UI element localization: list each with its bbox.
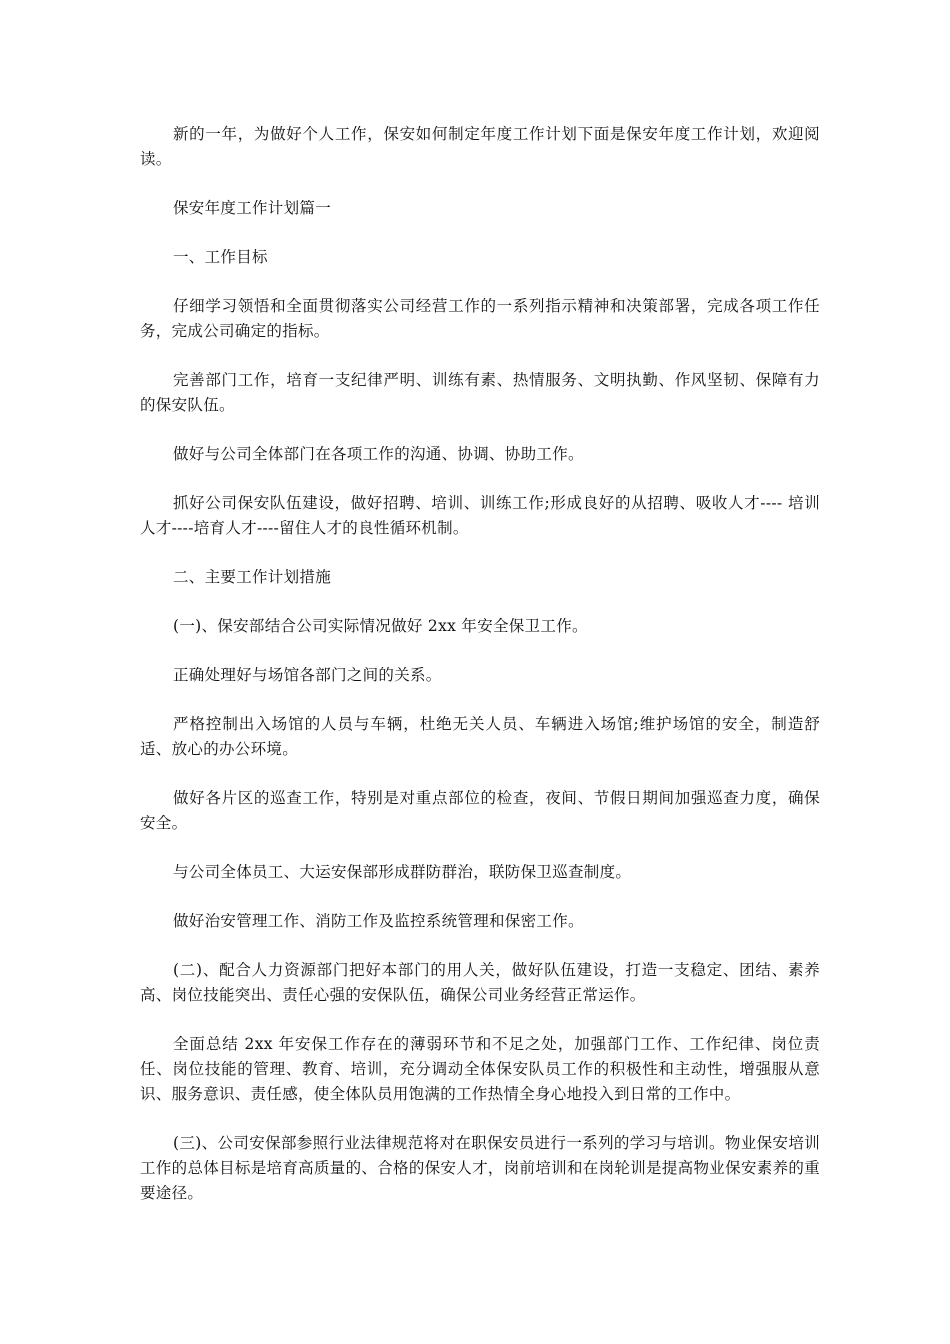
document-body xyxy=(140,122,820,1230)
paragraph-relations: 正确处理好与场馆各部门之间的关系。 xyxy=(173,666,442,684)
paragraph-measure-2: (二)、配合人力资源部门把好本部门的用人关，做好队伍建设，打造一支稳定、团结、素养高、岗位技能突出、责任心强的安保队伍，确保公司业务经营正常运作。 xyxy=(140,961,820,1004)
paragraph-measure-1: (一)、保安部结合公司实际情况做好 2xx 年安全保卫工作。 xyxy=(173,617,588,635)
paragraph-goal-communication: 做好与公司全体部门在各项工作的沟通、协调、协助工作。 xyxy=(173,445,584,463)
paragraph-patrol: 做好各片区的巡查工作，特别是对重点部位的检查，夜间、节假日期间加强巡查力度，确保安全。 xyxy=(140,789,820,832)
intro-paragraph: 新的一年，为做好个人工作，保安如何制定年度工作计划下面是保安年度工作计划，欢迎阅读。 xyxy=(140,125,820,168)
paragraph-joint-defense: 与公司全体员工、大运安保部形成群防群治，联防保卫巡查制度。 xyxy=(173,863,632,881)
document-title: 保安年度工作计划篇一 xyxy=(173,199,332,217)
section-heading-measures: 二、主要工作计划措施 xyxy=(173,568,332,586)
section-heading-goals: 一、工作目标 xyxy=(173,248,268,266)
paragraph-goal-study: 仔细学习领悟和全面贯彻落实公司经营工作的一系列指示精神和决策部署，完成各项工作任务，完成公司确定的指标。 xyxy=(140,297,820,340)
paragraph-summary: 全面总结 2xx 年安保工作存在的薄弱环节和不足之处，加强部门工作、工作纪律、岗位责任、岗位技能的管理、教育、培训，充分调动全体保安队员工作的积极性和主动性，增强服从意识、服务意识、责任感，使全体队员用饱满的工作热情全身心地投入到日常的工作中。 xyxy=(140,1035,820,1103)
paragraph-goal-team: 完善部门工作，培育一支纪律严明、训练有素、热情服务、文明执勤、作风坚韧、保障有力的保安队伍。 xyxy=(140,371,820,414)
paragraph-measure-3: (三)、公司安保部参照行业法律规范将对在职保安员进行一系列的学习与培训。物业保安培训工作的总体目标是培育高质量的、合格的保安人才，岗前培训和在岗轮训是提高物业保安素养的重要途径。 xyxy=(140,1134,820,1202)
paragraph-security-management: 做好治安管理工作、消防工作及监控系统管理和保密工作。 xyxy=(173,912,584,930)
paragraph-access-control: 严格控制出入场馆的人员与车辆，杜绝无关人员、车辆进入场馆;维护场馆的安全，制造舒适、放心的办公环境。 xyxy=(140,715,820,758)
paragraph-goal-recruitment: 抓好公司保安队伍建设，做好招聘、培训、训练工作;形成良好的从招聘、吸收人才---- 培训人才----培育人才----留住人才的良性循环机制。 xyxy=(140,494,820,537)
